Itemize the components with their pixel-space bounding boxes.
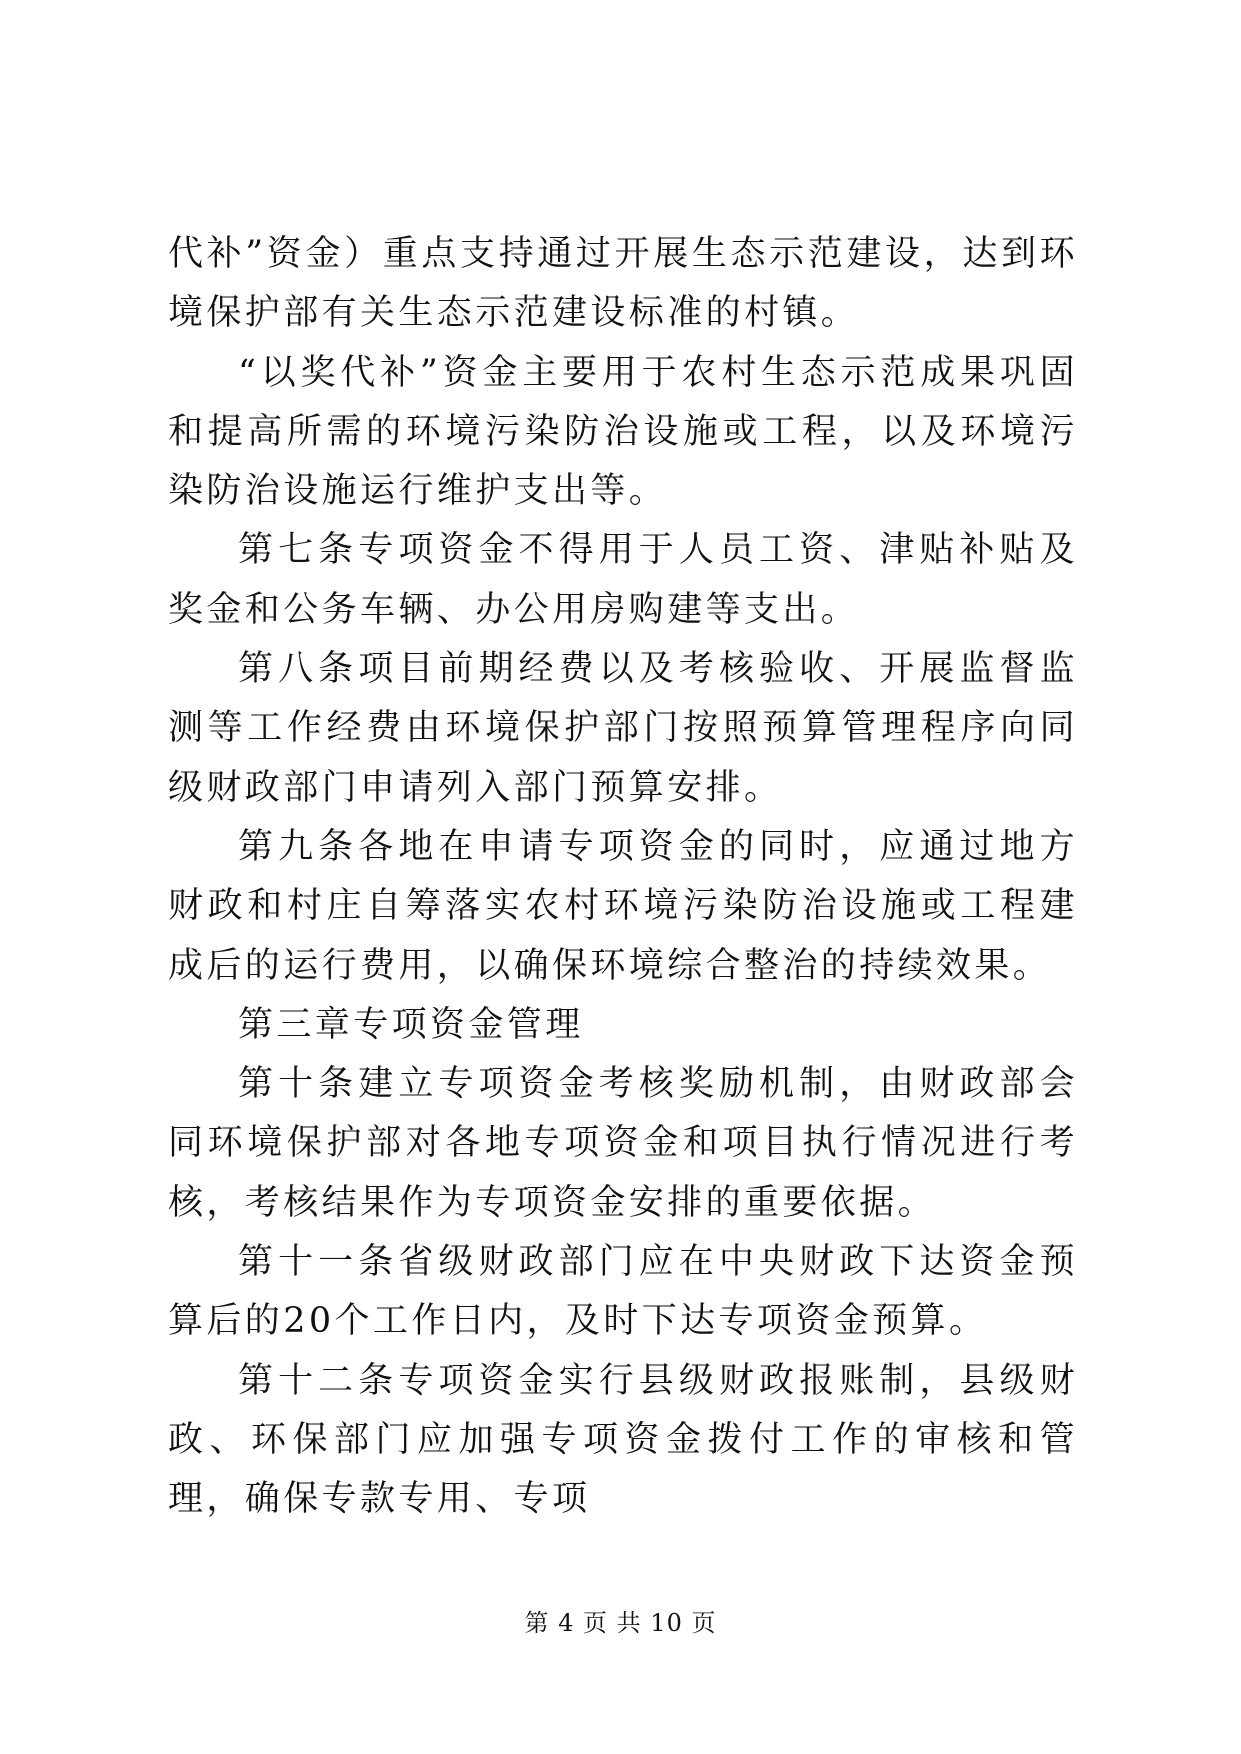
paragraph-9: 第十二条专项资金实行县级财政报账制，县级财政、环保部门应加强专项资金拨付工作的审核和管理，确保专款专用、专项	[168, 1360, 1078, 1520]
page-number-footer: 第 4 页 共 10 页	[524, 1609, 717, 1637]
chapter-heading: 第三章专项资金管理	[238, 1004, 584, 1045]
paragraph-2: “以奖代补”资金主要用于农村生态示范成果巩固和提高所需的环境污染防治设施或工程，以及环境污染防治设施运行维护支出等。	[168, 352, 1078, 512]
paragraph-5: 第九条各地在申请专项资金的同时，应通过地方财政和村庄自筹落实农村环境污染防治设施或工程建成后的运行费用，以确保环境综合整治的持续效果。	[168, 826, 1078, 986]
paragraph-3: 第七条专项资金不得用于人员工资、津贴补贴及奖金和公务车辆、办公用房购建等支出。	[168, 530, 1078, 630]
paragraph-1: 代补”资金）重点支持通过开展生态示范建设，达到环境保护部有关生态示范建设标准的村镇。	[168, 234, 1078, 334]
paragraph-7: 第十条建立专项资金考核奖励机制，由财政部会同环境保护部对各地专项资金和项目执行情况进行考核，考核结果作为专项资金安排的重要依据。	[168, 1064, 1078, 1223]
paragraph-8: 第十一条省级财政部门应在中央财政下达资金预算后的20个工作日内，及时下达专项资金预算。	[168, 1242, 1078, 1342]
document-body	[168, 225, 1078, 1530]
paragraph-4: 第八条项目前期经费以及考核验收、开展监督监测等工作经费由环境保护部门按照预算管理程序向同级财政部门申请列入部门预算安排。	[168, 649, 1078, 808]
